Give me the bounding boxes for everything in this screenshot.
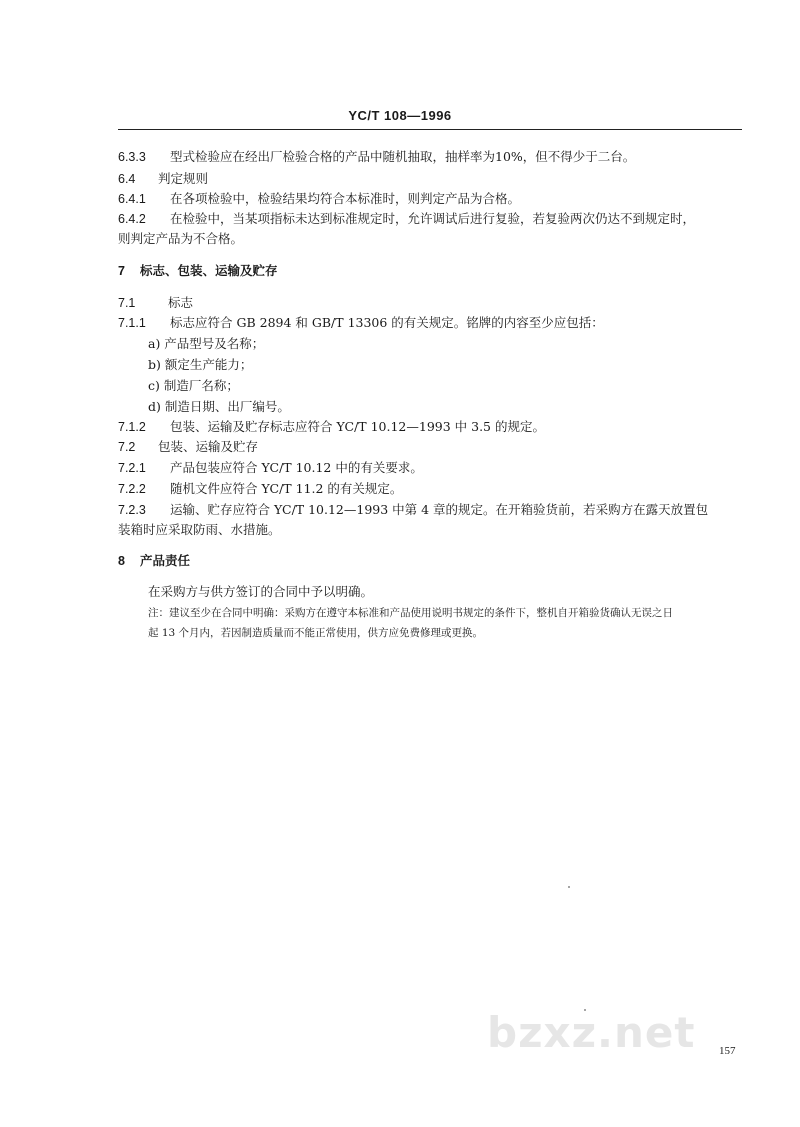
clause-7-2-3 [118, 502, 748, 518]
clause-7-2-2 [118, 481, 748, 497]
chapter-8-body: 在采购方与供方签订的合同中予以明确。 [148, 584, 374, 599]
chapter-title: 产品责任 [140, 554, 191, 568]
chapter-7-heading [118, 263, 748, 279]
clause-7-1 [118, 295, 748, 311]
clause-number: 7.2.1 [118, 461, 146, 475]
list-item-c: c) 制造厂名称； [148, 378, 239, 393]
clause-text: 标志应符合 GB 2894 和 GB/T 13306 的有关规定。铭牌的内容至少应包括： [170, 315, 604, 330]
scan-speck [568, 886, 570, 888]
note-line-1: 注：建议至少在合同中明确：采购方在遵守本标准和产品使用说明书规定的条件下，整机自开箱验货确认无误之日 [148, 607, 673, 619]
chapter-number: 8 [118, 554, 125, 568]
clause-text: 包装、运输及贮存 [158, 439, 259, 454]
clause-6-4-2 [118, 211, 748, 227]
clause-number: 7.1 [118, 296, 136, 310]
list-item-d: d) 制造日期、出厂编号。 [148, 399, 290, 414]
note-line-2: 起 13 个月内，若因制造质量而不能正常使用，供方应免费修理或更换。 [148, 627, 484, 639]
clause-text: 产品包装应符合 YC/T 10.12 中的有关要求。 [170, 460, 423, 475]
clause-7-1-1 [118, 315, 748, 331]
clause-7-2 [118, 439, 748, 455]
clause-number: 7.2.2 [118, 482, 146, 496]
header-rule [118, 129, 742, 130]
clause-text: 随机文件应符合 YC/T 11.2 的有关规定。 [170, 481, 403, 496]
clause-number: 7.2 [118, 440, 136, 454]
chapter-8-heading [118, 553, 748, 569]
clause-7-2-1 [118, 460, 748, 476]
clause-number: 6.3.3 [118, 150, 146, 164]
clause-number: 7.1.1 [118, 316, 146, 330]
clause-number: 6.4.1 [118, 192, 146, 206]
clause-text: 判定规则 [158, 171, 209, 186]
clause-7-1-2 [118, 419, 748, 435]
clause-6-4-2-continued: 则判定产品为不合格。 [118, 231, 244, 246]
clause-text: 在各项检验中，检验结果均符合本标准时，则判定产品为合格。 [170, 191, 521, 206]
list-item-a: a) 产品型号及名称； [148, 336, 265, 351]
clause-7-2-3-continued: 装箱时应采取防雨、水措施。 [118, 522, 281, 537]
clause-6-4 [118, 171, 748, 187]
clause-number: 6.4.2 [118, 212, 146, 226]
clause-text: 标志 [168, 295, 194, 310]
chapter-title: 标志、包装、运输及贮存 [140, 264, 278, 278]
clause-6-3-3 [118, 149, 748, 165]
clause-text: 型式检验应在经出厂检验合格的产品中随机抽取，抽样率为10%，但不得少于二台。 [170, 149, 636, 164]
clause-6-4-1 [118, 191, 748, 207]
clause-number: 7.2.3 [118, 503, 146, 517]
chapter-number: 7 [118, 264, 125, 278]
clause-text: 在检验中，当某项指标未达到标准规定时，允许调试后进行复验，若复验两次仍达不到规定时， [170, 211, 696, 226]
clause-text: 运输、贮存应符合 YC/T 10.12—1993 中第 4 章的规定。在开箱验货前，若采购方在露天放置包 [170, 502, 709, 517]
site-watermark: bzxz.net [487, 1008, 696, 1057]
list-item-b: b) 额定生产能力； [148, 357, 253, 372]
clause-text: 包装、运输及贮存标志应符合 YC/T 10.12—1993 中 3.5 的规定。 [170, 419, 545, 434]
clause-number: 6.4 [118, 172, 136, 186]
page-number: 157 [719, 1045, 736, 1057]
standard-code-header: YC/T 108—1996 [348, 108, 452, 123]
clause-number: 7.1.2 [118, 420, 146, 434]
